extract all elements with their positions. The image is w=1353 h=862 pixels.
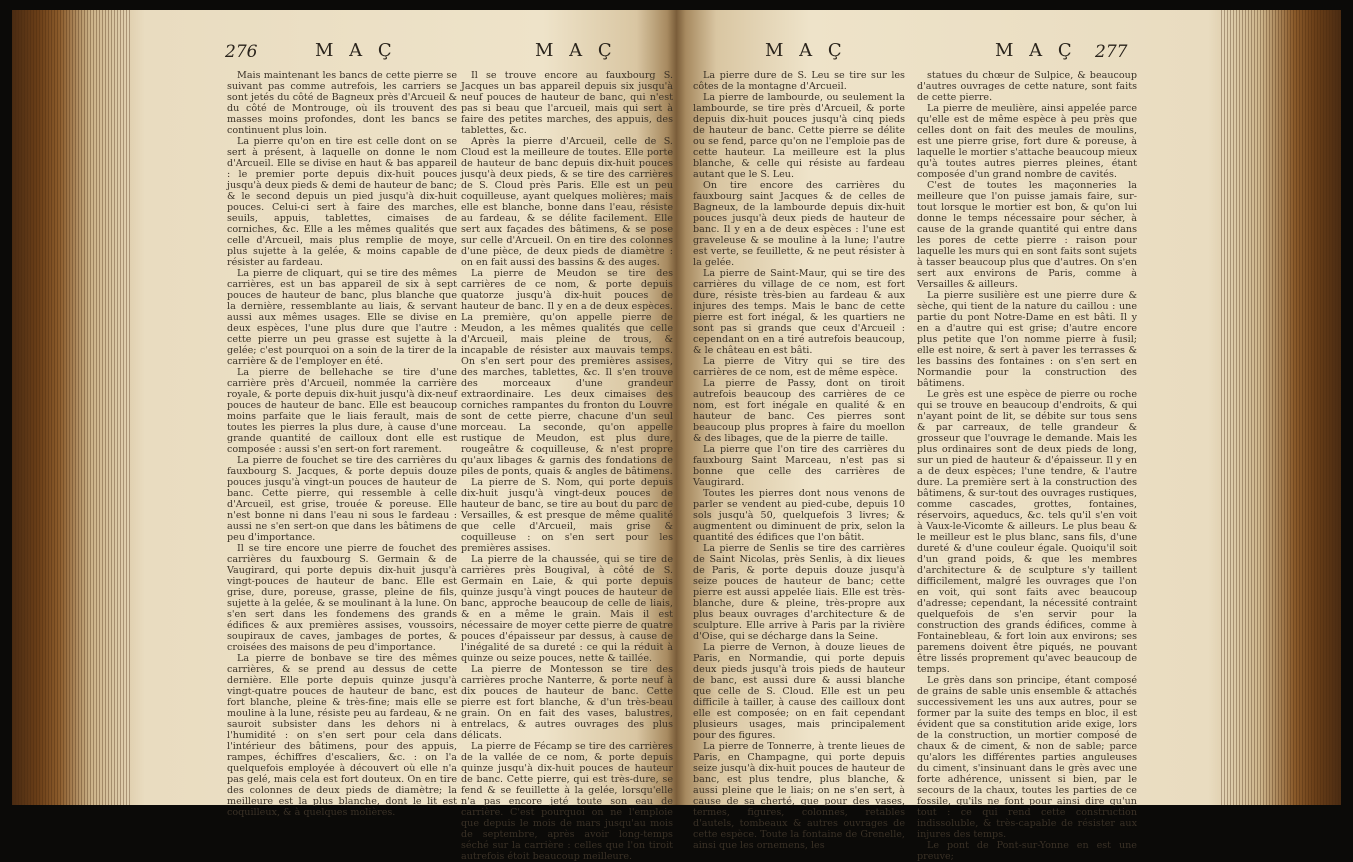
- paragraph: La pierre de Passy, dont on tiroit autrefois beaucoup des carrières de ce nom, est fort inégale en qualité & en hauteur de banc. Ces pierres sont beaucoup plus propres à faire du moellon & des libages, que de la pierre de taille.: [693, 378, 905, 444]
- paragraph: La pierre de Tonnerre, à trente lieues de Paris, en Champagne, qui porte depuis seize jusqu'à dix-huit pouces de hauteur de banc, est plus tendre, plus blanche, & aussi pleine que le liais; on ne s'en sert, à cause de sa cherté, que pour des vases, termes, figures, colonnes, retables d'autels, tombeaux & autres ouvrages de cette espèce. Toute la fontaine de Grenelle, ainsi que les ornemens, les: [693, 741, 905, 851]
- paragraph: On tire encore des carrières du fauxbourg saint Jacques & de celles de Bagneux, de la lambourde depuis dix-huit pouces jusqu'à deux pieds de hauteur de banc. Il y en a de deux espèces : l'une est graveleuse & se mouline à la lune; l'autre est verte, se feuillette, & ne peut résister à la gelée.: [693, 180, 905, 268]
- paragraph: La pierre de meulière, ainsi appelée parce qu'elle est de même espèce à peu près que celles dont on fait des meules de moulins, est une pierre grise, fort dure & poreuse, à laquelle le mortier s'attache beaucoup mieux qu'à toutes autres pierres pleines, étant composée d'un grand nombre de cavités.: [917, 103, 1137, 180]
- left-page: [215, 30, 680, 862]
- paragraph: La pierre de S. Nom, qui porte depuis dix-huit jusqu'à vingt-deux pouces de hauteur de banc, se tire au bout du parc de Versailles, & est presque de même qualité que celle d'Arcueil, mais grise & coquilleuse : on s'en sert pour les premières assises.: [461, 477, 673, 554]
- paragraph: La pierre de cliquart, qui se tire des mêmes carrières, est un bas appareil de six à sept pouces de hauteur de banc, plus blanche que la dernière, ressemblante au liais, & servant aussi aux mêmes usages. Elle se divise en deux espèces, l'une plus dure que l'autre : cette pierre un peu grasse est sujette à la gelée; c'est pourquoi on a soin de la tirer de la carrière & de l'employer en été.: [227, 268, 457, 367]
- paragraph: Toutes les pierres dont nous venons de parler se vendent au pied-cube, depuis 10 sols jusqu'à 50, quelquefois 3 livres; & augmentent ou diminuent de prix, selon la quantité des édifices que l'on bâtit.: [693, 488, 905, 543]
- paragraph: La pierre de Montesson se tire des carrières proche Nanterre, & porte neuf à dix pouces de hauteur de banc. Cette pierre est fort blanche, & d'un très-beau grain. On en fait des vases, balustres, entrelacs, & autres ouvrages des plus délicats.: [461, 664, 673, 741]
- paragraph: statues du chœur de Sulpice, & beaucoup d'autres ouvrages de cette nature, sont faits de cette pierre.: [917, 70, 1137, 103]
- paragraph: La pierre dure de S. Leu se tire sur les côtes de la montagne d'Arcueil.: [693, 70, 905, 92]
- text-column: [227, 70, 457, 818]
- paragraph: La pierre de la chaussée, qui se tire de carrières près Bougival, à côté de S. Germain en Laie, & qui porte depuis quinze jusqu'à vingt pouces de hauteur de banc, approche beaucoup de celle de liais, & en a même le grain. Mais il est nécessaire de moyer cette pierre de quatre pouces d'épaisseur par dessus, à cause de l'inégalité de sa dureté : ce qui la réduit à quinze ou seize pouces, nette & taillée.: [461, 554, 673, 664]
- running-head: M A Ç: [535, 40, 617, 61]
- left-page-header: [215, 30, 680, 66]
- right-page-edges: [1221, 10, 1341, 805]
- paragraph: La pierre que l'on tire des carrières du fauxbourg Saint Marceau, n'est pas si bonne que celle des carrières de Vaugirard.: [693, 444, 905, 488]
- running-head: M A Ç: [995, 40, 1077, 61]
- left-page-edges: [12, 10, 132, 805]
- paragraph: La pierre qu'on en tire est celle dont on se sert à présent, à laquelle on donne le nom d'Arcueil. Elle se divise en haut & bas appareil : le premier porte depuis dix-huit pouces jusqu'à deux pieds & demi de hauteur de banc; & le second depuis un pied jusqu'à dix-huit pouces. Celui-ci sert à faire des marches, seuils, appuis, tablettes, cimaises de corniches, &c. Elle a les mêmes qualités que celle d'Arcueil, mais plus remplie de moye, plus sujette à la gelée, & moins capable de résister au fardeau.: [227, 136, 457, 268]
- paragraph: La pierre de bellehache se tire d'une carrière près d'Arcueil, nommée la carrière royale, & porte depuis dix-huit jusqu'à dix-neuf pouces de hauteur de banc. Elle est beaucoup moins parfaite que le liais ferault, mais de toutes les pierres la plus dure, à cause d'une grande quantité de cailloux dont elle est composée : aussi s'en sert-on fort rarement.: [227, 367, 457, 455]
- paragraph: La pierre de lambourde, ou seulement la lambourde, se tire près d'Arcueil, & porte depuis dix-huit pouces jusqu'à cinq pieds de hauteur de banc. Cette pierre se délite ou se fend, parce qu'on ne l'emploie pas de cette hauteur. La meilleure est la plus blanche, & celle qui résiste au fardeau autant que le S. Leu.: [693, 92, 905, 180]
- paragraph: La pierre de Vitry qui se tire des carrières de ce nom, est de même espèce.: [693, 356, 905, 378]
- paragraph: La pierre de bonbave se tire des mêmes carrières, & se prend au dessus de cette dernière. Elle porte depuis quinze jusqu'à vingt-quatre pouces de hauteur de banc, est fort blanche, pleine & très-fine; mais elle se mouline à la lune, résiste peu au fardeau, & ne sauroit subsister dans les dehors ni à l'humidité : on s'en sert pour cela dans l'intérieur des bâtimens, pour des appuis, rampes, échiffres d'escaliers, &c. : on l'a quelquefois employée à découvert où elle n'a pas gelé, mais cela est fort douteux. On en tire des colonnes de deux pieds de diamètre; la meilleure est la plus blanche, dont le lit est coquilleux, & à quelques molières.: [227, 653, 457, 818]
- right-page: [685, 30, 1145, 862]
- paragraph: Après la pierre d'Arcueil, celle de S. Cloud est la meilleure de toutes. Elle porte de hauteur de banc depuis dix-huit pouces jusqu'à deux pieds, & se tire des carrières de S. Cloud près Paris. Elle est un peu coquilleuse, ayant quelques molières; mais elle est blanche, bonne dans l'eau, résiste au fardeau, & se délite facilement. Elle sert aux façades des bâtimens, & se pose sur celle d'Arcueil. On en tire des colonnes d'une pièce, de deux pieds de diamètre : on en fait aussi des bassins & des auges.: [461, 136, 673, 268]
- paragraph: C'est de toutes les maçonneries la meilleure que l'on puisse jamais faire, sur-tout lorsque le mortier est bon, & qu'on lui donne le temps nécessaire pour sécher, à cause de la grande quantité qui entre dans les pores de cette pierre : raison pour laquelle les murs qui en sont faits sont sujets à tasser beaucoup plus que d'autres. On s'en sert aux environs de Paris, comme à Versailles & ailleurs.: [917, 180, 1137, 290]
- paragraph: Le pont de Pont-sur-Yonne en est une preuve;: [917, 840, 1137, 862]
- paragraph: Le grès est une espèce de pierre ou roche qui se trouve en beaucoup d'endroits, & qui n'ayant point de lit, se débite sur tous sens & par carreaux, de telle grandeur & grosseur que l'ouvrage le demande. Mais les plus ordinaires sont de deux pieds de long, sur un pied de hauteur & d'épaisseur. Il y en a de deux espèces; l'une tendre, & l'autre dure. La première sert à la construction des bâtimens, & sur-tout des ouvrages rustiques, comme cascades, grottes, fontaines, réservoirs, aqueducs, &c. tels qu'il s'en voit à Vaux-le-Vicomte & ailleurs. Le plus beau & le meilleur est le plus blanc, sans fils, d'une dureté & d'une couleur égale. Quoiqu'il soit d'un grand poids, & que les membres d'architecture & de sculpture s'y taillent difficilement, malgré les ouvrages que l'on en voit, qui sont faits avec beaucoup d'adresse; cependant, la nécessité contraint quelquefois de s'en servir pour la construction des grands édifices, comme à Fontainebleau, & fort loin aux environs; ses paremens doivent être piqués, ne pouvant être lissés proprement qu'avec beaucoup de temps.: [917, 389, 1137, 675]
- text-column: [917, 70, 1137, 862]
- paragraph: La pierre de Fécamp se tire des carrières de la vallée de ce nom, & porte depuis quinze jusqu'à dix-huit pouces de hauteur de banc. Cette pierre, qui est très-dure, se fend & se feuillette à la gelée, lorsqu'elle n'a pas encore jeté toute son eau de carrière. C'est pourquoi on ne l'emploie que depuis le mois de mars jusqu'au mois de septembre, après avoir long-temps séché sur la carrière : celles que l'on tiroit autrefois étoit beaucoup meilleure.: [461, 741, 673, 862]
- paragraph: La pierre de Meudon se tire des carrières de ce nom, & porte depuis quatorze jusqu'à dix-huit pouces de hauteur de banc. Il y en a de deux espèces. La première, qu'on appelle pierre de Meudon, a les mêmes qualités que celle d'Arcueil, mais pleine de trous, & incapable de résister aux mauvais temps. On s'en sert pour des premières assises, des marches, tablettes, &c. Il s'en trouve des morceaux d'une grandeur extraordinaire. Les deux cimaises des corniches rampantes du fronton du Louvre sont de cette pierre, chacune d'un seul morceau. La seconde, qu'on appelle rustique de Meudon, est plus dure, rougeâtre & coquilleuse, & n'est propre qu'aux libages & garnis des fondations de piles de ponts, quais & angles de bâtimens.: [461, 268, 673, 477]
- text-column: [461, 70, 673, 862]
- paragraph: Il se trouve encore au fauxbourg S. Jacques un bas appareil depuis six jusqu'à neuf pouces de hauteur de banc, qui n'est pas si beau que l'arcueil, mais qui sert à faire des petites marches, des appuis, des tablettes, &c.: [461, 70, 673, 136]
- text-column: [693, 70, 905, 851]
- page-number: 276: [225, 42, 258, 62]
- running-head: M A Ç: [765, 40, 847, 61]
- running-head: M A Ç: [315, 40, 397, 61]
- right-page-header: [685, 30, 1145, 66]
- paragraph: La pierre susilière est une pierre dure & sèche, qui tient de la nature du caillou : une partie du pont Notre-Dame en est bâti. Il y en a d'autre qui est grise; d'autre encore plus petite que l'on nomme pierre à fusil; elle est noire, & sert à paver les terrasses & les bassins des fontaines : on s'en sert en Normandie pour la construction des bâtimens.: [917, 290, 1137, 389]
- page-number: 277: [1095, 42, 1128, 62]
- paragraph: Mais maintenant les bancs de cette pierre se suivant pas comme autrefois, les carriers se sont jetés du côté de Bagneux près d'Arcueil & du côté de Montrouge, où ils trouvent des masses moins profondes, dont les bancs se continuent plus loin.: [227, 70, 457, 136]
- paragraph: Il se tire encore une pierre de fouchet des carrières du fauxbourg S. Germain & de Vaugirard, qui porte depuis dix-huit jusqu'à vingt-pouces de hauteur de banc. Elle est grise, dure, poreuse, grasse, pleine de fils, sujette à la gelée, & se moulinant à la lune. On s'en sert dans les fondemens des grands édifices & aux premières assises, voussoirs, soupiraux de caves, jambages de portes, & croisées des maisons de peu d'importance.: [227, 543, 457, 653]
- paragraph: La pierre de Vernon, à douze lieues de Paris, en Normandie, qui porte depuis deux pieds jusqu'à trois pieds de hauteur de banc, est aussi dure & aussi blanche que celle de S. Cloud. Elle est un peu difficile à tailler, à cause des cailloux dont elle est composée; on en fait cependant plusieurs usages, mais principalement pour des figures.: [693, 642, 905, 741]
- paragraph: La pierre de Senlis se tire des carrières de Saint Nicolas, près Senlis, à dix lieues de Paris, & porte depuis douze jusqu'à seize pouces de hauteur de banc; cette pierre est aussi appelée liais. Elle est très-blanche, dure & pleine, très-propre aux plus beaux ouvrages d'architecture & de sculpture. Elle arrive à Paris par la rivière d'Oise, qui se décharge dans la Seine.: [693, 543, 905, 642]
- paragraph: La pierre de Saint-Maur, qui se tire des carrières du village de ce nom, est fort dure, résiste très-bien au fardeau & aux injures des temps. Mais le banc de cette pierre est fort inégal, & les quartiers ne sont pas si grands que ceux d'Arcueil : cependant on en a tiré autrefois beaucoup, & le château en est bâti.: [693, 268, 905, 356]
- paragraph: La pierre de fouchet se tire des carrières du fauxbourg S. Jacques, & porte depuis douze pouces jusqu'à vingt-un pouces de hauteur de banc. Cette pierre, qui ressemble à celle d'Arcueil, est grise, trouée & poreuse. Elle n'est bonne ni dans l'eau ni sous le fardeau : aussi ne s'en sert-on que dans les bâtimens de peu d'importance.: [227, 455, 457, 543]
- paragraph: Le grès dans son principe, étant composé de grains de sable unis ensemble & attachés successivement les uns aux autres, pour se former par la suite des temps en bloc, il est évident que sa constitution aride exige, lors de la construction, un mortier composé de chaux & de ciment, & non de sable; parce qu'alors les différentes parties anguleuses du ciment, s'insinuant dans le grès avec une forte adhérence, unissent si bien, par le secours de la chaux, toutes les parties de ce fossile, qu'ils ne font pour ainsi dire qu'un tout : ce qui rend cette construction indissoluble, & très-capable de résister aux injures des temps.: [917, 675, 1137, 840]
